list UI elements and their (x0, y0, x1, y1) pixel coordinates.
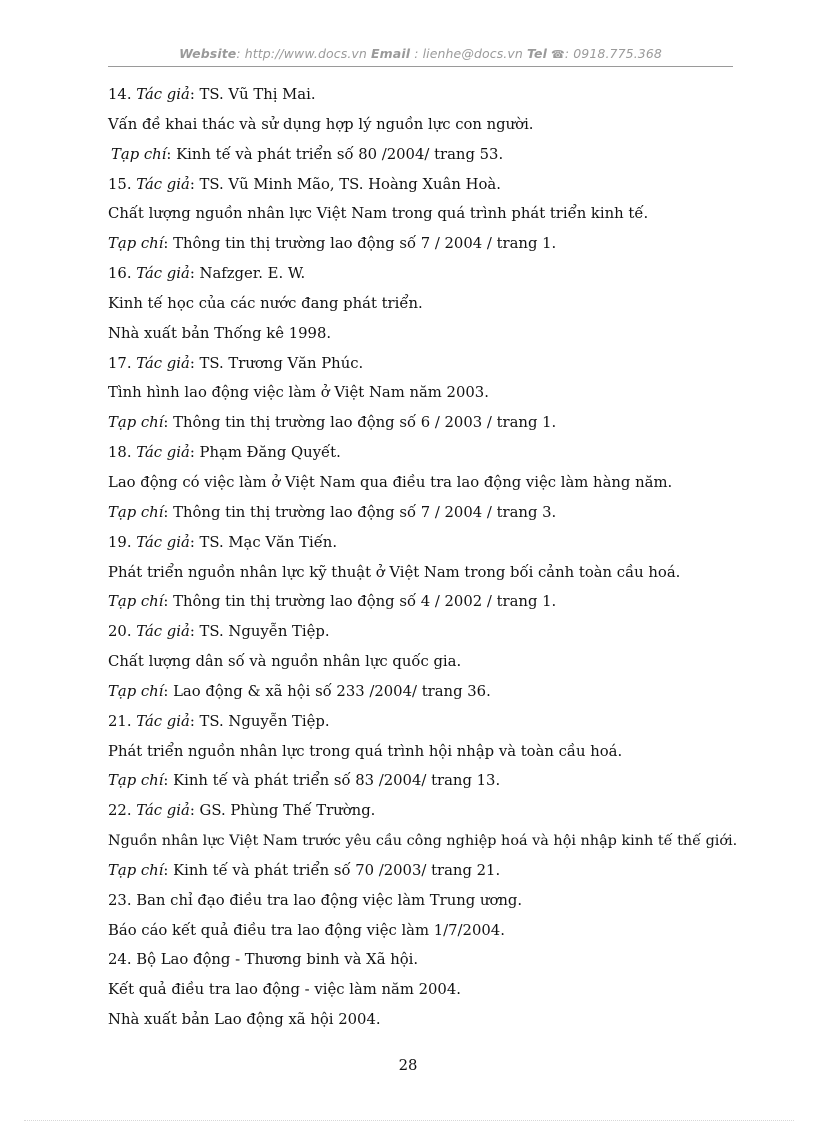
ref-23-heading: 23. Ban chỉ đạo điều tra lao động việc làm Trung ương. (108, 891, 523, 909)
ref-20-title: Chất lượng dân số và nguồn nhân lực quốc gia. (108, 653, 462, 671)
ref-24-heading: 24. Bộ Lao động - Thương binh và Xã hội. (108, 951, 419, 969)
ref-24-publisher: Nhà xuất bản Lao động xã hội 2004. (108, 1011, 381, 1029)
page-header (108, 46, 733, 61)
ref-19-title: Phát triển nguồn nhân lực kỹ thuật ở Việt Nam trong bối cảnh toàn cầu hoá. (108, 563, 681, 581)
ref-20-source: Tạp chí: Lao động & xã hội số 233 /2004/ trang 36. (108, 682, 491, 700)
tel-label: Tel (526, 46, 547, 61)
ref-22-author: 22. Tác giả: GS. Phùng Thế Trường. (108, 802, 376, 820)
ref-21-source: Tạp chí: Kinh tế và phát triển số 83 /2004/ trang 13. (108, 772, 501, 790)
ref-20-author: 20. Tác giả: TS. Nguyễn Tiệp. (108, 623, 330, 641)
ref-14-title: Vấn đề khai thác và sử dụng hợp lý nguồn lực con người. (108, 115, 534, 133)
ref-21-author: 21. Tác giả: TS. Nguyễn Tiệp. (108, 712, 330, 730)
ref-18-source: Tạp chí: Thông tin thị trường lao động số 7 / 2004 / trang 3. (108, 503, 557, 521)
email-value: : lienhe@docs.vn (414, 46, 523, 61)
email-label: Email (371, 46, 411, 61)
ref-14-source: Tạp chí: Kinh tế và phát triển số 80 /2004/ trang 53. (111, 145, 504, 163)
ref-18-title: Lao động có việc làm ở Việt Nam qua điều tra lao động việc làm hàng năm. (108, 473, 673, 491)
ref-17-source: Tạp chí: Thông tin thị trường lao động số 6 / 2003 / trang 1. (108, 414, 557, 432)
ref-19-author: 19. Tác giả: TS. Mạc Văn Tiến. (108, 533, 338, 551)
ref-24-title: Kết quả điều tra lao động - việc làm năm 2004. (108, 981, 461, 999)
ref-15-source: Tạp chí: Thông tin thị trường lao động số 7 / 2004 / trang 1. (108, 235, 557, 253)
reference-list (108, 85, 748, 1040)
ref-22-source: Tạp chí: Kinh tế và phát triển số 70 /2003/ trang 21. (108, 861, 501, 879)
ref-22-title: Nguồn nhân lực Việt Nam trước yêu cầu công nghiệp hoá và hội nhập kinh tế thế giới. (108, 833, 738, 850)
ref-14-author: 14. Tác giả: TS. Vũ Thị Mai. (108, 86, 316, 103)
ref-15-author: 15. Tác giả: TS. Vũ Minh Mão, TS. Hoàng Xuân Hoà. (108, 175, 501, 193)
ref-23-title: Báo cáo kết quả điều tra lao động việc làm 1/7/2004. (108, 921, 505, 939)
ref-17-author: 17. Tác giả: TS. Trương Văn Phúc. (108, 354, 364, 372)
website-value: : http://www.docs.vn (236, 46, 367, 61)
ref-17-title: Tình hình lao động việc làm ở Việt Nam năm 2003. (108, 384, 489, 402)
tel-value: : 0918.775.368 (564, 46, 662, 61)
ref-21-title: Phát triển nguồn nhân lực trong quá trình hội nhập và toàn cầu hoá. (108, 742, 623, 760)
ref-16-title: Kinh tế học của các nước đang phát triển. (108, 294, 423, 312)
ref-15-title: Chất lượng nguồn nhân lực Việt Nam trong quá trình phát triển kinh tế. (108, 205, 649, 223)
footer-divider (24, 1120, 794, 1121)
phone-icon: ☎ (551, 48, 565, 61)
website-label: Website (179, 46, 237, 61)
ref-16-author: 16. Tác giả: Nafzger. E. W. (108, 265, 306, 283)
header-divider (108, 66, 733, 67)
page-number: 28 (398, 1057, 418, 1074)
ref-19-source: Tạp chí: Thông tin thị trường lao động số 4 / 2002 / trang 1. (108, 593, 557, 611)
ref-16-publisher: Nhà xuất bản Thống kê 1998. (108, 324, 332, 342)
ref-18-author: 18. Tác giả: Phạm Đăng Quyết. (108, 444, 341, 462)
